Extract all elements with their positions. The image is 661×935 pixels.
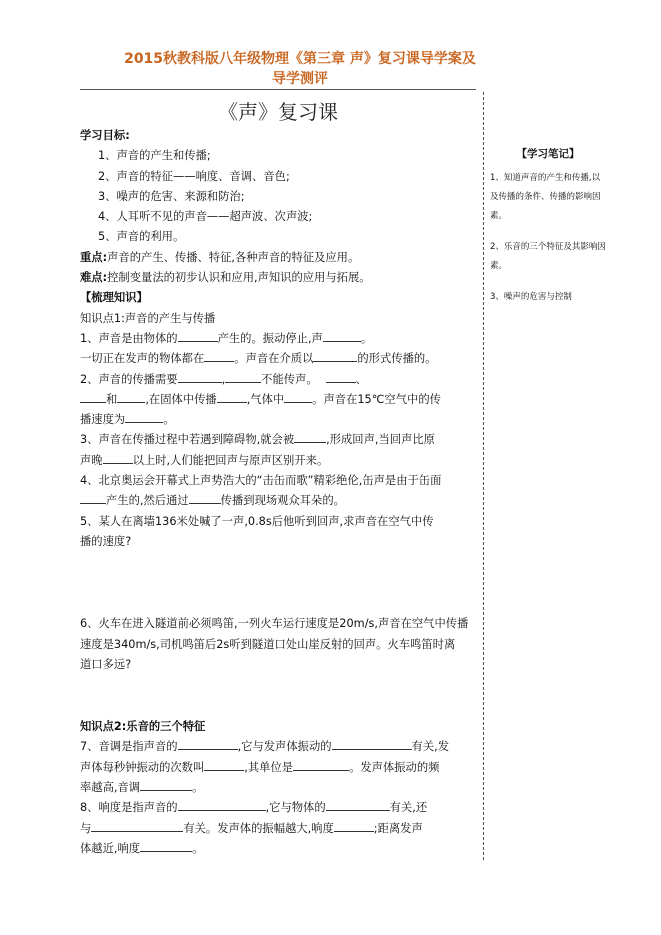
answer-blank[interactable] [204,349,234,362]
question-2-line-3 [80,410,476,430]
question-text: 声体每秒钟振动的次数叫 [80,760,205,774]
question-text: 、 [355,372,367,386]
question-4-line-2 [80,491,476,511]
question-text: 。发声体振动的频 [349,760,440,774]
question-1 [80,329,476,349]
question-text: 有关。发声体的振幅越大,响度 [183,821,334,835]
question-7-line-3 [80,778,476,798]
question-text: 不能传声。 [261,372,318,386]
question-text: 产生的。振动停止,声 [217,331,323,345]
question-7 [80,737,476,757]
objective-item: 4、人耳听不见的声音——超声波、次声波; [98,210,313,224]
question-text: 。 [163,413,175,427]
question-8 [80,798,476,818]
question-text: 播速度为 [80,413,126,427]
question-text: 。声音在介质以 [234,352,314,366]
answer-blank[interactable] [326,370,356,383]
objective-item: 3、噪声的危害、来源和防治; [98,189,245,203]
answer-blank[interactable] [284,390,312,403]
document-title [60,49,540,89]
review-heading: 【梳理知识】 [80,291,148,305]
objective-item: 5、声音的利用。 [98,230,185,244]
answer-blank[interactable] [334,819,374,832]
answer-blank[interactable] [178,370,222,383]
question-text: 。声音在15℃空气中的传 [312,392,441,406]
question-2-line-2 [80,390,476,410]
answer-blank[interactable] [293,758,349,771]
question-text: 一切正在发声的物体都在 [80,352,205,366]
question-text: ,其单位是 [244,760,294,774]
question-text: 与 [80,821,92,835]
answer-blank[interactable] [313,349,357,362]
question-text: ,它与发声体振动的 [237,740,332,754]
answer-blank[interactable] [125,410,163,423]
question-6-line-2: 速度是340m/s,司机鸣笛后2s听到隧道口处山崖反射的回声。火车鸣笛时离 [80,637,456,651]
question-text: 。 [192,781,204,795]
answer-blank[interactable] [217,390,247,403]
question-3 [80,430,476,450]
question-text: , [221,372,226,386]
lesson-title: 《声》复习课 [218,100,338,124]
question-text: 2、声音的传播需要 [80,372,178,386]
question-text: 和 [106,392,118,406]
key-point-text: 声音的产生、传播、特征,各种声音的特征及应用。 [107,250,360,264]
question-text: 有关,还 [389,801,428,815]
question-text: 产生的,然后通过 [106,494,189,508]
answer-blank[interactable] [332,737,412,750]
question-5: 5、某人在离墙136米处喊了一声,0.8s后他听到回声,求声音在空气中传 [80,514,434,528]
document-title-line-1: 2015秋教科版八年级物理《第三章 声》复习课导学案及 [124,51,476,67]
question-6: 6、火车在进入隧道前必须鸣笛,一列火车运行速度是20m/s,声音在空气中传播 [80,617,469,631]
question-2 [80,370,476,390]
notes-title: 【学习笔记】 [516,148,580,160]
note-item: 3、噪声的危害与控制 [490,292,572,302]
answer-blank[interactable] [117,390,145,403]
question-5-line-2: 播的速度? [80,534,132,548]
question-text: 3、声音在传播过程中若遇到障碍物,就会被 [80,433,295,447]
note-item: 1、知道声音的产生和传播,以及传播的条件、传播的影响因素。 [490,173,601,221]
question-text: 传播到现场观众耳朵的。 [220,494,345,508]
answer-blank[interactable] [204,758,244,771]
question-text: 以上时,人们能把回声与原声区别开来。 [132,453,329,467]
question-text: 。 [192,841,204,855]
answer-blank[interactable] [294,430,326,443]
question-text: ,形成回声,当回声比原 [326,433,435,447]
question-text: 的形式传播的。 [357,352,437,366]
answer-blank[interactable] [178,737,238,750]
answer-space [80,675,476,717]
question-text: 。 [360,331,373,345]
answer-blank[interactable] [225,370,261,383]
question-8-line-3 [80,839,476,859]
question-text: 有关,发 [411,740,450,754]
question-3-line-2 [80,451,476,471]
knowledge-point-2-title: 知识点2:乐音的三个特征 [80,720,206,734]
question-text: ,在固体中传播 [145,392,217,406]
question-7-line-2 [80,758,476,778]
answer-blank[interactable] [91,819,183,832]
question-6-line-3: 道口多远? [80,657,132,671]
question-text: 体越近,响度 [80,841,141,855]
answer-blank[interactable] [323,329,361,342]
objective-item: 2、声音的特征——响度、音调、音色; [98,169,290,183]
note-item: 2、乐音的三个特征及其影响因素。 [490,242,606,271]
question-text: 7、音调是指声音的 [80,740,178,754]
question-text: 1、声音是由物体的 [80,331,178,345]
objective-item: 1、声音的产生和传播; [98,149,211,163]
question-text: 8、响度是指声音的 [80,801,178,815]
column-divider [483,92,484,860]
answer-blank[interactable] [326,798,390,811]
key-point-label: 重点: [80,250,108,264]
question-8-line-2 [80,819,476,839]
objectives-heading: 学习目标: [80,129,130,142]
question-text: 率越高,音调 [80,781,141,795]
question-text: 声晚 [80,453,103,467]
knowledge-point-1-title: 知识点1:声音的产生与传播 [80,311,216,325]
question-4: 4、北京奥运会开幕式上声势浩大的“击缶而歌”精彩绝伦,缶声是由于缶面 [80,474,442,488]
question-text: ,它与物体的 [265,801,326,815]
question-text: ;距离发声 [373,821,423,835]
answer-blank[interactable] [80,390,106,403]
answer-space [80,552,476,614]
document-title-line-2: 导学测评 [272,71,328,87]
key-point [80,248,476,268]
answer-blank[interactable] [189,491,221,504]
difficulty-text: 控制变量法的初步认识和应用,声知识的应用与拓展。 [107,271,371,285]
answer-blank[interactable] [80,491,106,504]
difficulty-label: 难点: [80,271,108,285]
question-1-line-2 [80,349,476,369]
answer-blank[interactable] [140,839,192,852]
difficulty [80,268,476,288]
main-column [80,126,476,859]
answer-blank[interactable] [178,329,218,342]
notes-column [488,146,608,307]
question-text: ,气体中 [246,392,285,406]
answer-blank[interactable] [178,798,266,811]
answer-blank[interactable] [103,451,133,464]
answer-blank[interactable] [140,778,192,791]
header-rule [80,89,476,90]
